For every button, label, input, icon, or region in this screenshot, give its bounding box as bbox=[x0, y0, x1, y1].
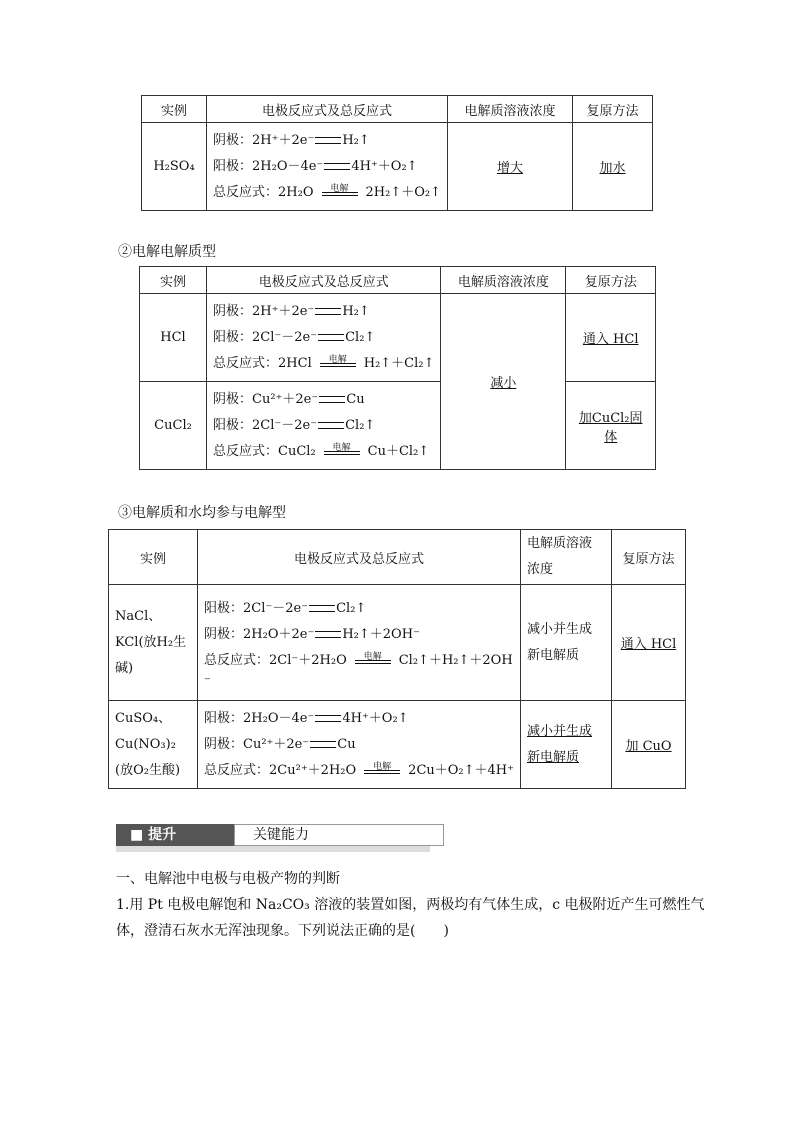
electrolysis-arrow-icon: 电解 bbox=[320, 444, 364, 458]
header-example: 实例 bbox=[140, 267, 207, 294]
restore-cell: 通入 HCl bbox=[566, 294, 656, 382]
table-electrolyte-water bbox=[108, 529, 686, 789]
table-row bbox=[140, 294, 656, 382]
cathode-equation: 阴极：Cu²⁺＋2e⁻ Cu bbox=[213, 391, 365, 407]
anode-equation: 阳极：2Cl⁻－2e⁻ Cl₂↑ bbox=[204, 600, 367, 616]
subheading: 一、电解池中电极与电极产物的判断 bbox=[116, 871, 340, 887]
restore-cell: 加水 bbox=[572, 123, 652, 211]
electrolysis-arrow-icon: 电解 bbox=[318, 185, 362, 199]
table-row bbox=[142, 123, 653, 211]
electrode-cell bbox=[207, 123, 448, 211]
electrolysis-arrow-icon: 电解 bbox=[316, 356, 360, 370]
restore-cell: 通入 HCl bbox=[612, 585, 686, 701]
anode-equation: 阳极：2H₂O－4e⁻ 4H⁺＋O₂↑ bbox=[204, 710, 409, 726]
electrode-cell bbox=[207, 294, 441, 382]
conc-cell: 减小并生成 新电解质 bbox=[521, 585, 612, 701]
cathode-equation: 阴极：2H⁺＋2e⁻ H₂↑ bbox=[213, 303, 370, 319]
table-header-row bbox=[140, 267, 656, 294]
restore-cell: 加 CuO bbox=[612, 701, 686, 789]
table-row bbox=[109, 701, 686, 789]
question-text: 1.用 Pt 电极电解饱和 Na₂CO₃ 溶液的装置如图，两极均有气体生成，c 电极附近产生可燃性气体，澄清石灰水无浑浊现象。下列说法正确的是( ) bbox=[116, 897, 705, 939]
total-equation: 总反应式：2H₂O 电解 2H₂↑＋O₂↑ bbox=[213, 184, 441, 200]
section-banner bbox=[116, 824, 430, 850]
restore-cell: 加CuCl₂固体 bbox=[566, 382, 656, 470]
header-example: 实例 bbox=[109, 530, 198, 585]
header-electrode: 电极反应式及总反应式 bbox=[207, 267, 441, 294]
electrode-cell bbox=[198, 585, 521, 701]
electrode-cell bbox=[198, 701, 521, 789]
table-electrolyte bbox=[139, 266, 656, 470]
total-equation-tail: ⁻ bbox=[204, 673, 211, 689]
header-restore: 复原方法 bbox=[612, 530, 686, 585]
banner-left: ■ 提升 bbox=[116, 824, 234, 846]
header-restore: 复原方法 bbox=[572, 96, 652, 123]
header-conc: 电解质溶液浓度 bbox=[441, 267, 566, 294]
total-equation: 总反应式：CuCl₂ 电解 Cu＋Cl₂↑ bbox=[213, 443, 430, 459]
example-cell: CuSO₄、 Cu(NO₃)₂ (放O₂生酸) bbox=[109, 701, 198, 789]
conc-cell: 增大 bbox=[447, 123, 572, 211]
header-electrode: 电极反应式及总反应式 bbox=[198, 530, 521, 585]
cathode-equation: 阴极：Cu²⁺＋2e⁻ Cu bbox=[204, 736, 356, 752]
total-equation: 总反应式：2Cu²⁺＋2H₂O 电解 2Cu＋O₂↑＋4H⁺ bbox=[204, 762, 514, 778]
header-conc: 电解质溶液 浓度 bbox=[521, 530, 612, 585]
table-h2so4 bbox=[141, 95, 653, 211]
cathode-equation: 阴极：2H₂O＋2e⁻ H₂↑＋2OH⁻ bbox=[204, 626, 420, 642]
table-header-row bbox=[142, 96, 653, 123]
cathode-equation: 阴极：2H⁺＋2e⁻ H₂↑ bbox=[213, 132, 370, 148]
anode-equation: 阳极：2H₂O－4e⁻ 4H⁺＋O₂↑ bbox=[213, 158, 418, 174]
table-row bbox=[109, 585, 686, 701]
conc-cell: 减小 bbox=[441, 294, 566, 470]
electrolysis-arrow-icon: 电解 bbox=[360, 763, 404, 777]
total-equation: 总反应式：2HCl 电解 H₂↑＋Cl₂↑ bbox=[213, 355, 435, 371]
example-cell: H₂SO₄ bbox=[142, 123, 207, 211]
banner-right: 关键能力 bbox=[234, 824, 444, 846]
header-conc: 电解质溶液浓度 bbox=[447, 96, 572, 123]
electrode-cell bbox=[207, 382, 441, 470]
example-cell: HCl bbox=[140, 294, 207, 382]
total-equation: 总反应式：2Cl⁻＋2H₂O 电解 Cl₂↑＋H₂↑＋2OH bbox=[204, 652, 513, 668]
section-heading-2: ②电解电解质型 bbox=[118, 244, 216, 260]
example-cell: CuCl₂ bbox=[140, 382, 207, 470]
electrolysis-arrow-icon: 电解 bbox=[351, 653, 395, 667]
section-heading-3: ③电解质和水均参与电解型 bbox=[118, 505, 286, 521]
anode-equation: 阳极：2Cl⁻－2e⁻ Cl₂↑ bbox=[213, 329, 376, 345]
conc-cell: 减小并生成 新电解质 bbox=[521, 701, 612, 789]
header-electrode: 电极反应式及总反应式 bbox=[207, 96, 448, 123]
example-cell: NaCl、 KCl(放H₂生 碱) bbox=[109, 585, 198, 701]
anode-equation: 阳极：2Cl⁻－2e⁻ Cl₂↑ bbox=[213, 417, 376, 433]
table-header-row bbox=[109, 530, 686, 585]
table-row bbox=[140, 382, 656, 470]
header-example: 实例 bbox=[142, 96, 207, 123]
header-restore: 复原方法 bbox=[566, 267, 656, 294]
